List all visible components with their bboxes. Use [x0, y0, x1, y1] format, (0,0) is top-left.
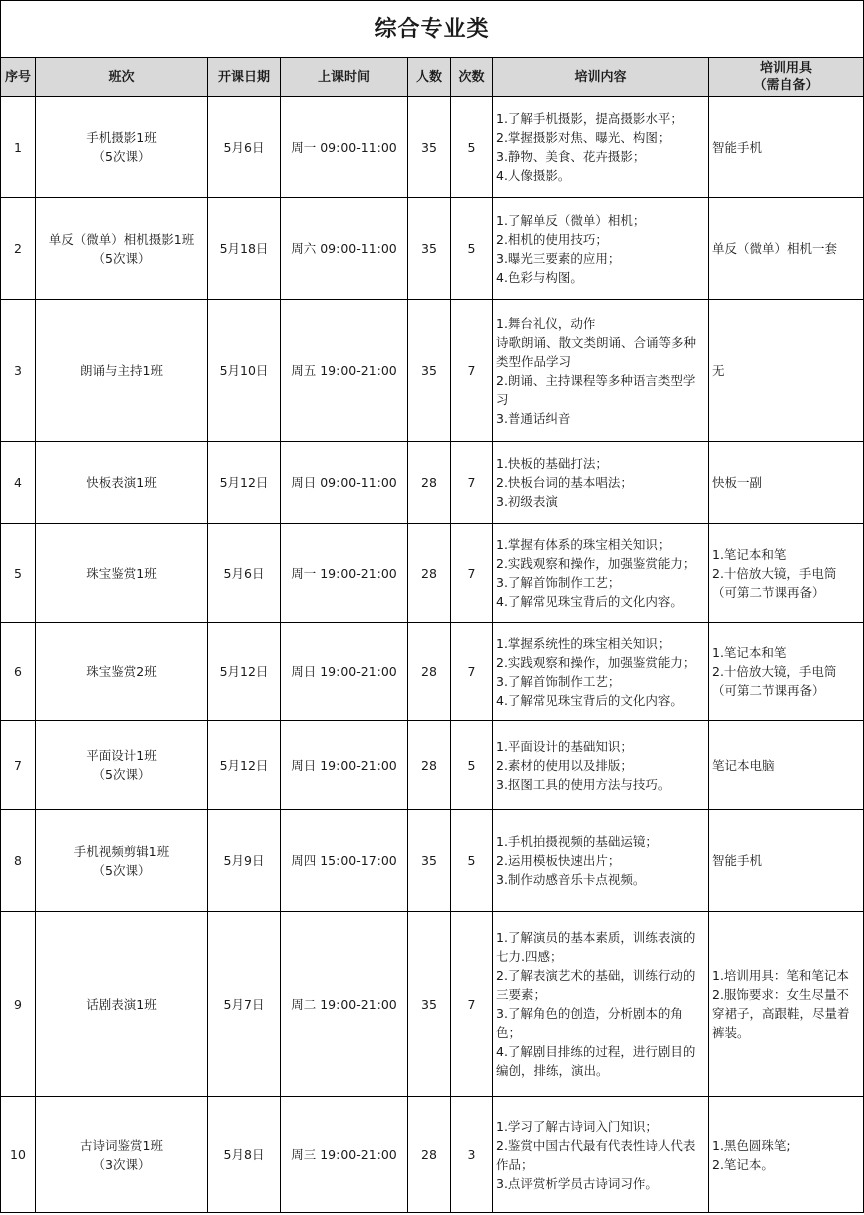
cell-no: 2 — [1, 198, 36, 300]
header-people: 人数 — [408, 58, 451, 97]
cell-no: 6 — [1, 623, 36, 721]
cell-class — [36, 810, 208, 912]
table-row — [1, 623, 864, 721]
cell-people: 35 — [408, 97, 451, 198]
cell-tools — [709, 198, 864, 300]
content-line: 1.了解手机摄影，提高摄影水平； — [496, 111, 683, 126]
content-line: 1.快板的基础打法； — [496, 456, 608, 471]
content-line: 4.了解剧目排练的过程，进行剧目的编创，排练，演出。 — [496, 1044, 696, 1078]
content-line: 1.舞台礼仪，动作 — [496, 315, 596, 331]
cell-people: 28 — [408, 623, 451, 721]
header-content: 培训内容 — [493, 58, 709, 97]
cell-class-time: 周六 09:00-11:00 — [281, 198, 408, 300]
cell-tools — [709, 97, 864, 198]
cell-class — [36, 623, 208, 721]
cell-no: 8 — [1, 810, 36, 912]
cell-class — [36, 721, 208, 810]
class-sessions: （5次课） — [92, 767, 151, 782]
cell-class-time: 周二 19:00-21:00 — [281, 912, 408, 1097]
cell-start-date: 5月7日 — [208, 912, 281, 1097]
cell-start-date: 5月12日 — [208, 442, 281, 524]
header-row — [1, 58, 864, 97]
tools-line: 1.笔记本和笔 — [712, 546, 787, 562]
content-line: 4.人像摄影。 — [496, 168, 571, 183]
cell-no: 1 — [1, 97, 36, 198]
cell-people: 35 — [408, 198, 451, 300]
content-line: 3.初级表演 — [496, 494, 558, 509]
cell-no: 10 — [1, 1097, 36, 1213]
class-sessions: （5次课） — [92, 149, 151, 164]
content-line: 1.掌握有体系的珠宝相关知识； — [496, 537, 671, 552]
header-tools-label: 培训用具 — [760, 61, 813, 76]
header-tools — [709, 58, 864, 97]
cell-content — [493, 198, 709, 300]
cell-times: 7 — [451, 442, 493, 524]
tools-line: 2.服饰要求：女生尽量不穿裙子，高跟鞋，尽量着裤装。 — [712, 987, 850, 1040]
table-row — [1, 810, 864, 912]
cell-content — [493, 300, 709, 442]
cell-tools — [709, 442, 864, 524]
cell-people: 35 — [408, 810, 451, 912]
content-line: 2.相机的使用技巧； — [496, 231, 608, 247]
table-row — [1, 442, 864, 524]
cell-tools — [709, 721, 864, 810]
content-line: 1.手机拍摄视频的基础运镜； — [496, 834, 658, 849]
tools-line: 无 — [712, 363, 725, 378]
tools-line: 2.笔记本。 — [712, 1156, 774, 1172]
class-name: 珠宝鉴赏1班 — [86, 565, 157, 581]
table-row — [1, 912, 864, 1097]
cell-start-date: 5月12日 — [208, 623, 281, 721]
cell-content — [493, 442, 709, 524]
cell-times: 7 — [451, 524, 493, 623]
content-line: 4.色彩与构图。 — [496, 269, 583, 285]
content-line: 1.了解单反（微单）相机； — [496, 212, 646, 228]
tools-line: 2.十倍放大镜，手电筒（可第二节课再备） — [712, 565, 837, 600]
cell-class-time: 周一 19:00-21:00 — [281, 524, 408, 623]
content-line: 3.静物、美食、花卉摄影； — [496, 149, 646, 164]
cell-tools — [709, 623, 864, 721]
tools-line: 快板一副 — [712, 475, 763, 490]
content-line: 诗歌朗诵、散文类朗诵、合诵等多种类型作品学习 — [496, 334, 697, 369]
cell-start-date: 5月8日 — [208, 1097, 281, 1213]
cell-content — [493, 623, 709, 721]
content-line: 1.学习了解古诗词入门知识； — [496, 1118, 658, 1134]
cell-times: 7 — [451, 912, 493, 1097]
cell-class-time: 周一 09:00-11:00 — [281, 97, 408, 198]
content-line: 1.了解演员的基本素质，训练表演的七力.四感； — [496, 930, 696, 964]
cell-no: 7 — [1, 721, 36, 810]
cell-times: 5 — [451, 198, 493, 300]
tools-line: 2.十倍放大镜，手电筒（可第二节课再备） — [712, 664, 837, 698]
page-title: 综合专业类 — [1, 1, 864, 58]
header-times: 次数 — [451, 58, 493, 97]
cell-no: 9 — [1, 912, 36, 1097]
content-line: 2.掌握摄影对焦、曝光、构图； — [496, 130, 671, 145]
content-line: 2.鉴赏中国古代最有代表性诗人代表作品； — [496, 1137, 696, 1172]
cell-start-date: 5月12日 — [208, 721, 281, 810]
content-line: 2.实践观察和操作，加强鉴赏能力； — [496, 654, 696, 670]
class-name: 手机视频剪辑1班 — [73, 843, 170, 859]
class-sessions: （5次课） — [92, 862, 151, 878]
content-line: 3.抠图工具的使用方法与技巧。 — [496, 776, 671, 792]
table-row — [1, 524, 864, 623]
header-tools-note: （需自备） — [753, 78, 819, 93]
tools-line: 1.黑色圆珠笔; — [712, 1137, 791, 1153]
class-name: 单反（微单）相机摄影1班 — [48, 231, 195, 247]
cell-class — [36, 524, 208, 623]
content-line: 1.平面设计的基础知识； — [496, 738, 633, 754]
cell-no: 3 — [1, 300, 36, 442]
tools-line: 1.培训用具：笔和笔记本 — [712, 968, 849, 983]
cell-class-time: 周日 09:00-11:00 — [281, 442, 408, 524]
cell-people: 28 — [408, 442, 451, 524]
class-name: 手机摄影1班 — [86, 130, 157, 145]
content-line: 2.快板台词的基本唱法； — [496, 475, 633, 490]
cell-class-time: 周四 15:00-17:00 — [281, 810, 408, 912]
cell-content — [493, 721, 709, 810]
cell-class-time: 周日 19:00-21:00 — [281, 623, 408, 721]
cell-no: 4 — [1, 442, 36, 524]
cell-tools — [709, 810, 864, 912]
cell-start-date: 5月9日 — [208, 810, 281, 912]
content-line: 1.掌握系统性的珠宝相关知识； — [496, 635, 671, 651]
class-name: 朗诵与主持1班 — [80, 363, 163, 378]
class-name: 平面设计1班 — [86, 748, 157, 763]
cell-content — [493, 912, 709, 1097]
content-line: 3.了解首饰制作工艺； — [496, 673, 621, 689]
table-row — [1, 721, 864, 810]
content-line: 3.了解首饰制作工艺； — [496, 575, 621, 590]
cell-class-time: 周日 19:00-21:00 — [281, 721, 408, 810]
table-row — [1, 300, 864, 442]
cell-people: 28 — [408, 524, 451, 623]
class-sessions: （5次课） — [92, 250, 151, 266]
cell-tools — [709, 1097, 864, 1213]
content-line: 2.实践观察和操作，加强鉴赏能力； — [496, 556, 696, 571]
table-row — [1, 198, 864, 300]
content-line: 3.制作动感音乐卡点视频。 — [496, 872, 646, 887]
header-start-date: 开课日期 — [208, 58, 281, 97]
cell-class — [36, 442, 208, 524]
cell-start-date: 5月6日 — [208, 524, 281, 623]
class-name: 话剧表演1班 — [86, 996, 157, 1012]
cell-tools — [709, 300, 864, 442]
header-no: 序号 — [1, 58, 36, 97]
cell-content — [493, 524, 709, 623]
content-line: 3.点评赏析学员古诗词习作。 — [496, 1175, 658, 1191]
table-row — [1, 1097, 864, 1213]
tools-line: 笔记本电脑 — [712, 757, 775, 773]
cell-no: 5 — [1, 524, 36, 623]
header-class: 班次 — [36, 58, 208, 97]
cell-content — [493, 1097, 709, 1213]
cell-tools — [709, 912, 864, 1097]
cell-people: 35 — [408, 300, 451, 442]
content-line: 4.了解常见珠宝背后的文化内容。 — [496, 594, 683, 609]
table-row — [1, 97, 864, 198]
class-name: 快板表演1班 — [86, 475, 157, 490]
content-line: 3.了解角色的创造，分析剧本的角色； — [496, 1006, 683, 1040]
tools-line: 单反（微单）相机一套 — [712, 241, 838, 256]
content-line: 2.素材的使用以及排版； — [496, 757, 633, 773]
cell-times: 5 — [451, 721, 493, 810]
class-name: 古诗词鉴赏1班 — [80, 1137, 163, 1153]
cell-times: 7 — [451, 300, 493, 442]
cell-times: 5 — [451, 810, 493, 912]
cell-class-time: 周三 19:00-21:00 — [281, 1097, 408, 1213]
class-sessions: （3次课） — [92, 1156, 151, 1172]
cell-class — [36, 1097, 208, 1213]
cell-start-date: 5月10日 — [208, 300, 281, 442]
content-line: 2.了解表演艺术的基础，训练行动的三要素； — [496, 968, 696, 1002]
cell-times: 5 — [451, 97, 493, 198]
cell-people: 35 — [408, 912, 451, 1097]
content-line: 3.曝光三要素的应用； — [496, 250, 621, 266]
cell-class — [36, 97, 208, 198]
cell-start-date: 5月18日 — [208, 198, 281, 300]
tools-line: 智能手机 — [712, 139, 763, 155]
content-line: 2.朗诵、主持课程等多种语言类型学习 — [496, 372, 696, 407]
header-class-time: 上课时间 — [281, 58, 408, 97]
cell-start-date: 5月6日 — [208, 97, 281, 198]
content-line: 4.了解常见珠宝背后的文化内容。 — [496, 692, 683, 708]
cell-content — [493, 97, 709, 198]
cell-class — [36, 300, 208, 442]
cell-class — [36, 912, 208, 1097]
tools-line: 1.笔记本和笔 — [712, 645, 787, 660]
content-line: 2.运用模板快速出片； — [496, 853, 621, 868]
cell-people: 28 — [408, 1097, 451, 1213]
cell-class-time: 周五 19:00-21:00 — [281, 300, 408, 442]
cell-times: 7 — [451, 623, 493, 721]
cell-people: 28 — [408, 721, 451, 810]
tools-line: 智能手机 — [712, 853, 763, 868]
class-name: 珠宝鉴赏2班 — [86, 664, 157, 679]
cell-times: 3 — [451, 1097, 493, 1213]
content-line: 3.普通话纠音 — [496, 410, 571, 426]
cell-content — [493, 810, 709, 912]
cell-tools — [709, 524, 864, 623]
cell-class — [36, 198, 208, 300]
